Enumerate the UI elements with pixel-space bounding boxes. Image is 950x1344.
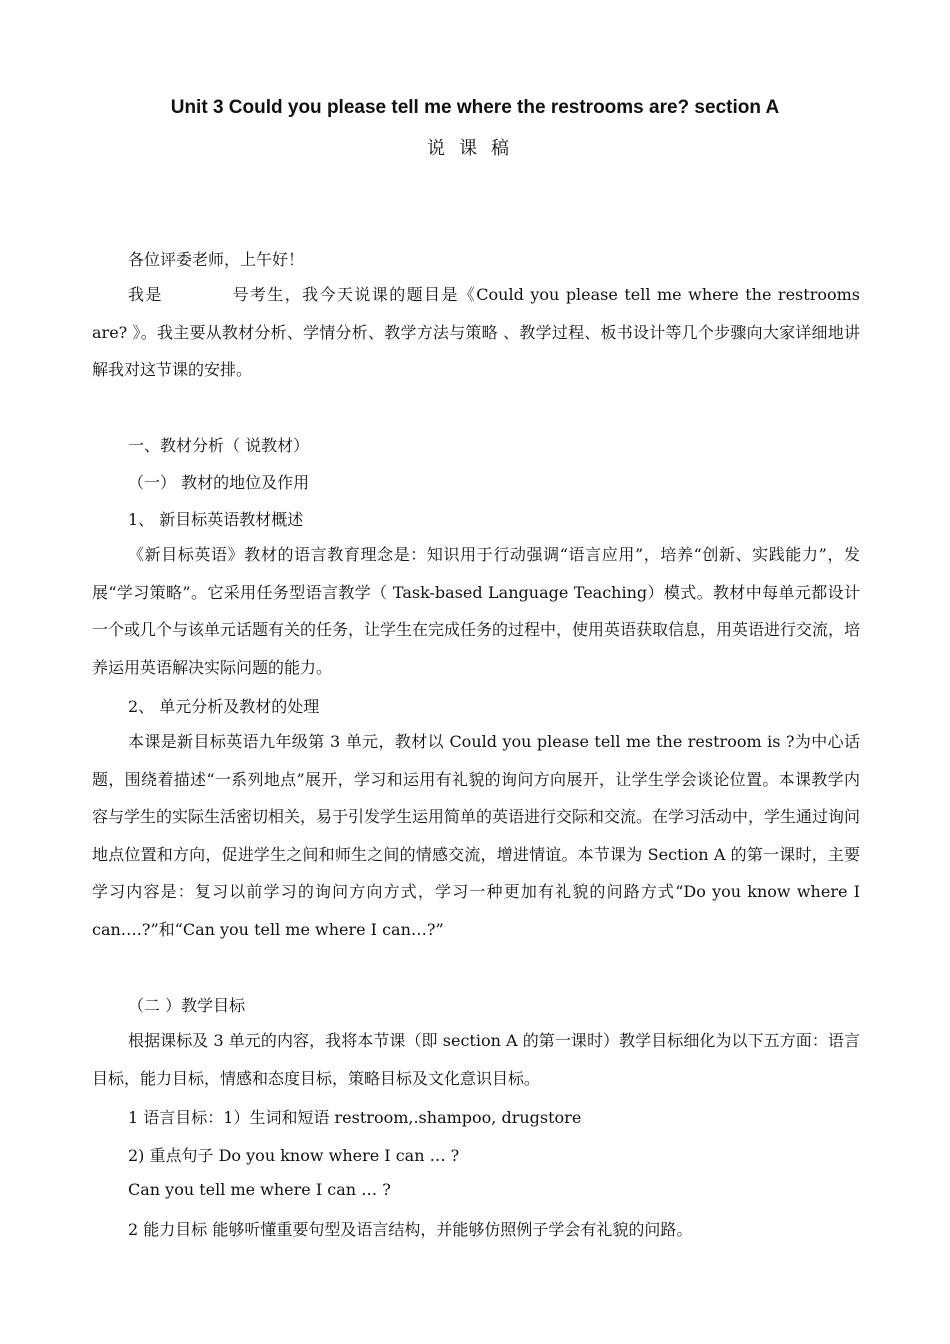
subsection-heading-position: （一） 教材的地位及作用 (128, 473, 310, 492)
item-heading-overview: 1、 新目标英语教材概述 (128, 510, 304, 529)
section-heading-textbook-analysis: 一、教材分析（ 说教材） (128, 436, 310, 455)
goals-paragraph: 根据课标及 3 单元的内容，我将本节课（即 section A 的第一课时）教学目标细化为以下五方面：语言目标，能力目标，情感和态度目标，策略目标及文化意识目标。 (92, 1031, 860, 1088)
subsection-heading-goals: （二 ）教学目标 (128, 996, 246, 1015)
greeting: 各位评委老师，上午好！ (128, 250, 305, 269)
language-goal-line: 1 语言目标：1）生词和短语 restroom,.shampoo, drugstore (128, 1108, 582, 1127)
item-heading-unit-analysis: 2、 单元分析及教材的处理 (128, 697, 320, 716)
key-sentence-line: 2) 重点句子 Do you know where I can … ? (128, 1146, 460, 1165)
document-title: Unit 3 Could you please tell me where the restrooms are? section A (170, 97, 780, 118)
unit-analysis-paragraph: 本课是新目标英语九年级第 3 单元，教材以 Could you please tell me the restroom is ?为中心话题，围绕着描述“一系列地点”展开，学习和运用有礼貌的询问方向展开，让学生学会谈论位置。本课教学内容与学生的实际生活密切相关，易于引发学生运用简单的英语进行交际和交流。在学习活动中，学生通过询问地点位置和方向，促进学生之间和师生之间的情感交流，增进情谊。本节课为 Section A 的第一课时，主要学习内容是：复习以前学习的询问方向方式，学习一种更加有礼貌的问路方式“Do you know where I can….?”和“Can you tell me where I can…?” (92, 732, 861, 939)
overview-paragraph: 《新目标英语》教材的语言教育理念是：知识用于行动强调“语言应用”，培养“创新、实践能力”，发展“学习策略”。它采用任务型语言教学（ Task-based Language Teaching）模式。教材中每单元都设计一个或几个与该单元话题有关的任务，让学生在完成任务的过程中，使用英语获取信息，用英语进行交流，培养运用英语解决实际问题的能力。 (92, 545, 861, 677)
key-sentence-line-2: Can you tell me where I can … ? (128, 1180, 391, 1199)
intro-paragraph: 我是 号考生，我今天说课的题目是《Could you please tell me where the restrooms are? 》。我主要从教材分析、学情分析、教学方法与策略 、教学过程、板书设计等几个步骤向大家详细地讲解我对这节课的安排。 (92, 285, 860, 379)
ability-goal-line: 2 能力目标 能够听懂重要句型及语言结构，并能够仿照例子学会有礼貌的问路。 (128, 1220, 693, 1239)
document-subtitle: 说课稿 (427, 138, 523, 159)
